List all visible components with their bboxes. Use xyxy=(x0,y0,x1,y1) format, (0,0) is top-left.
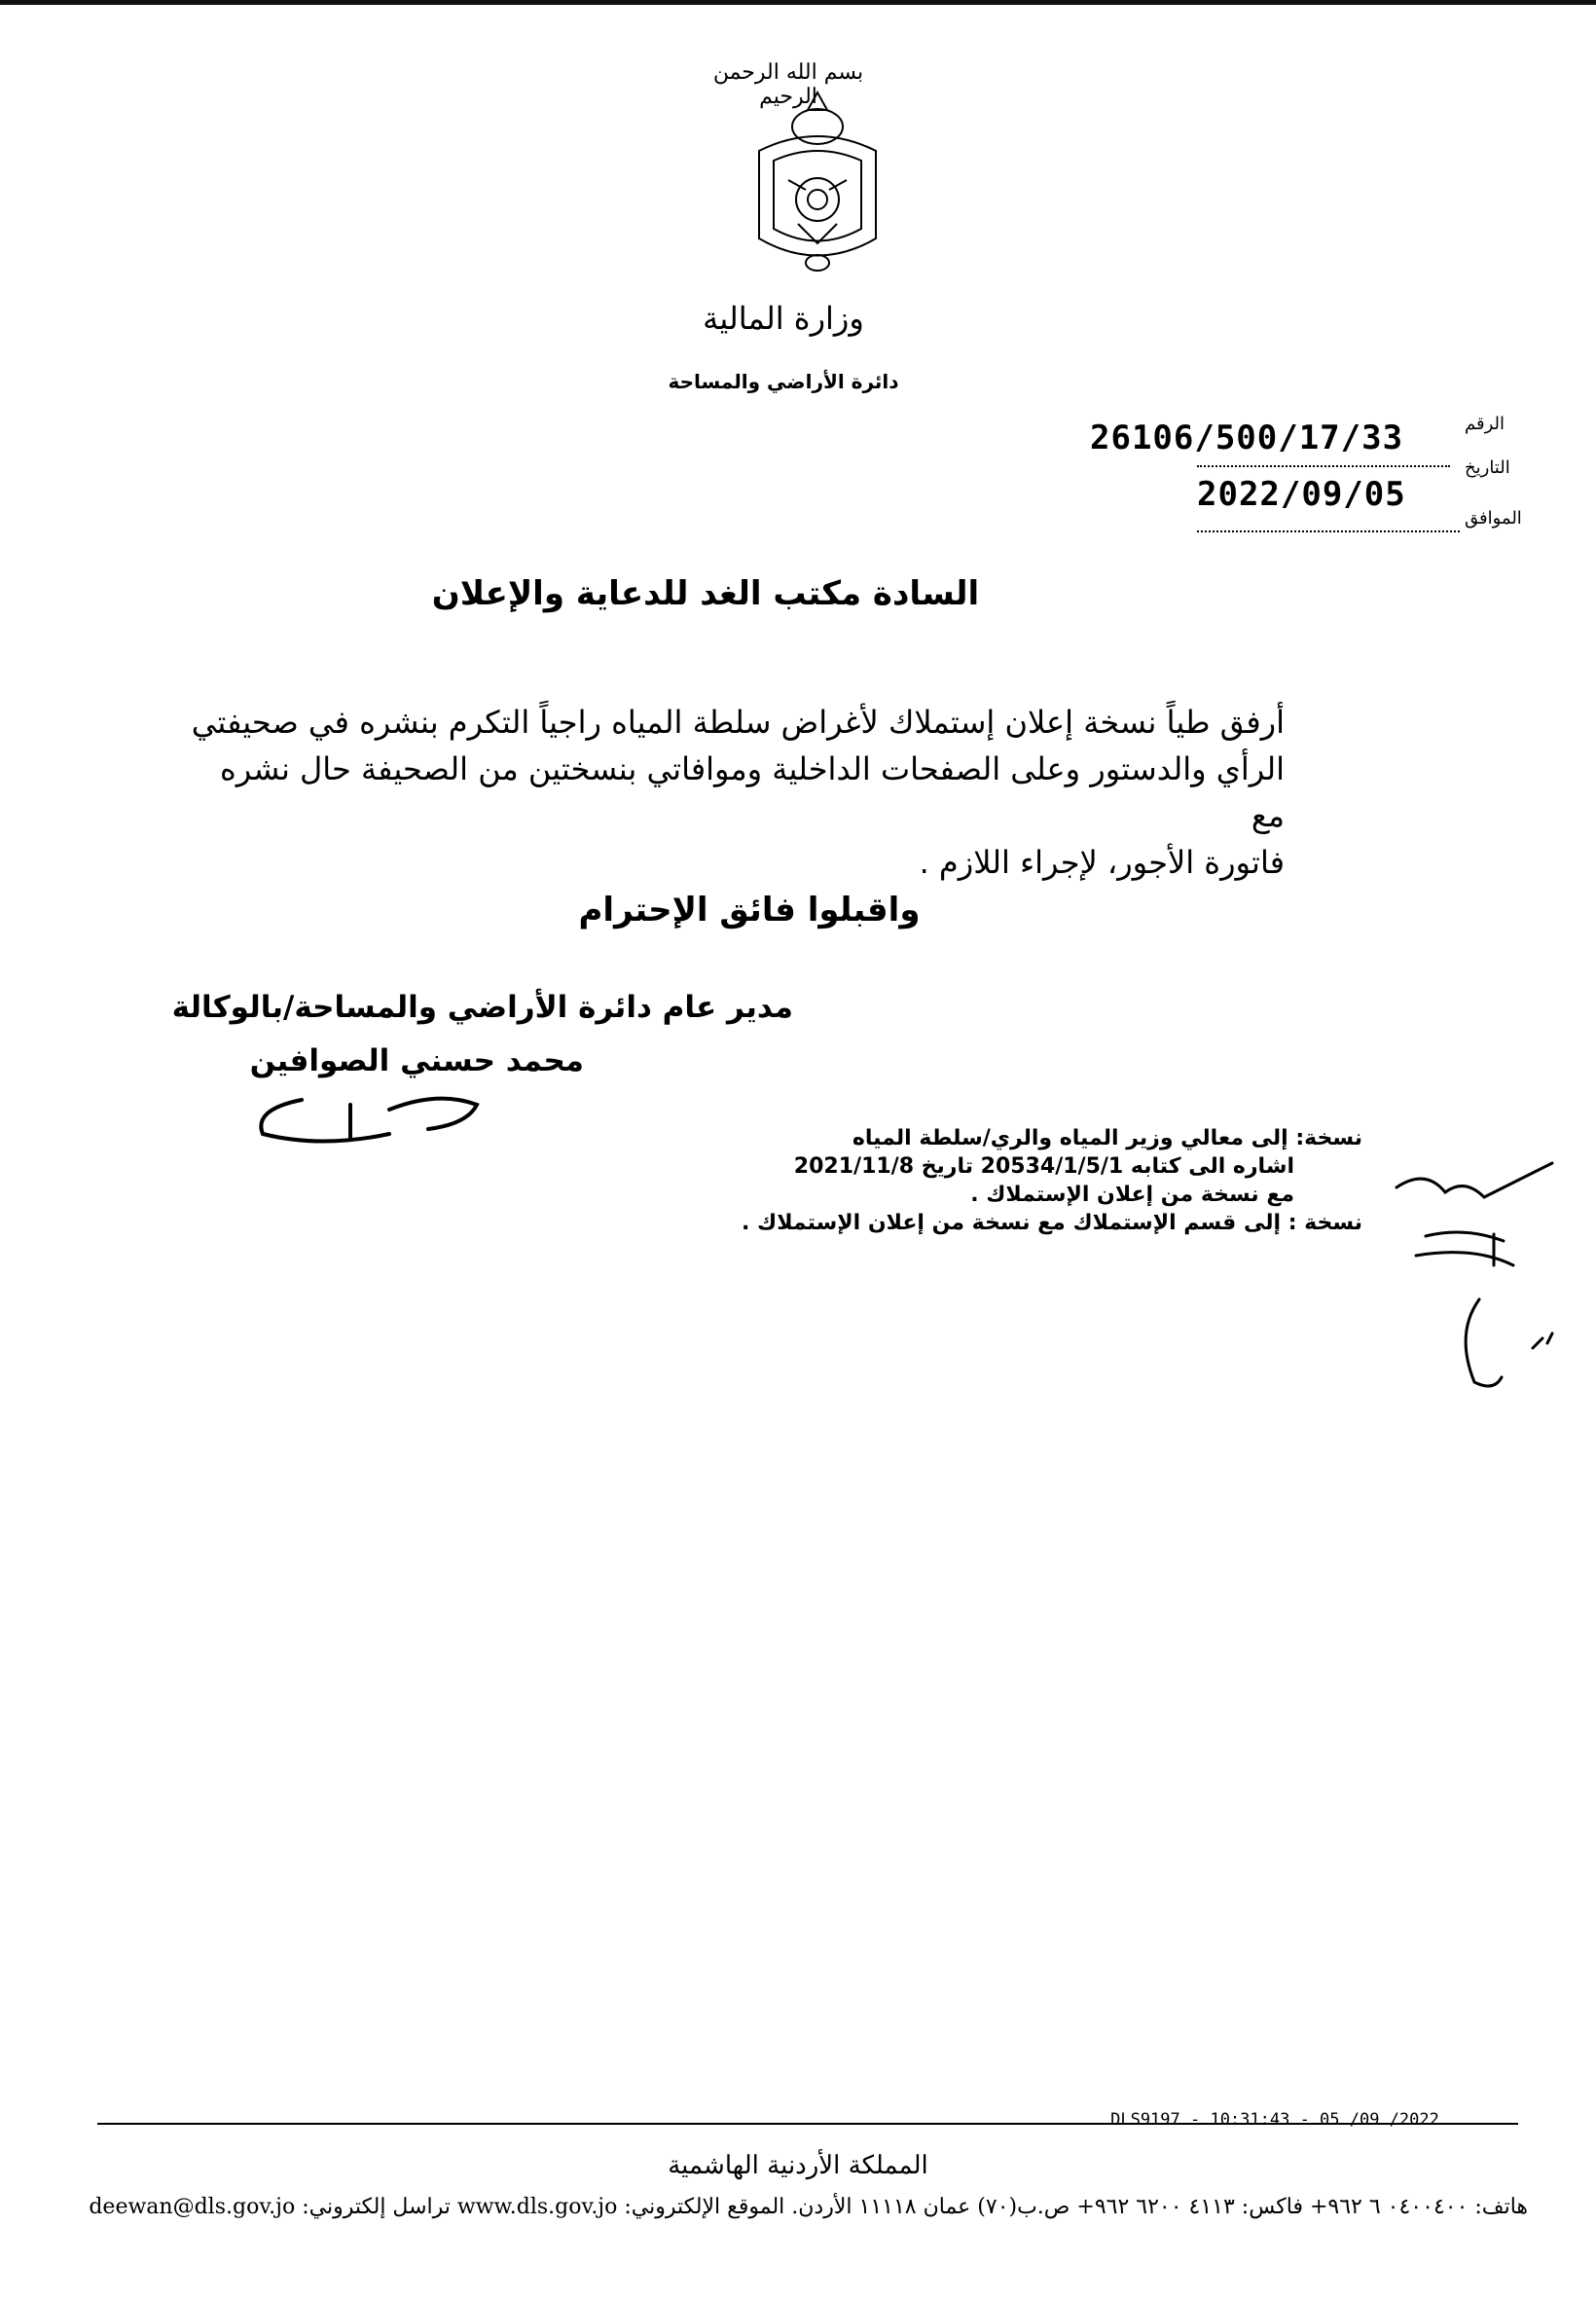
copies-block xyxy=(681,1124,1362,1237)
body-line: الرأي والدستور وعلى الصفحات الداخلية وموافاتي بنسختين من الصحيفة حال نشره مع xyxy=(219,750,1285,834)
footer-kingdom: المملكة الأردنية الهاشمية xyxy=(668,2151,928,2180)
coat-of-arms-emblem xyxy=(730,54,905,287)
closing-phrase: واقبلوا فائق الإحترام xyxy=(578,891,921,930)
copy-line: اشاره الى كتابه 20534/1/5/1 تاريخ 2021/11/8 xyxy=(793,1154,1294,1179)
ministry-name: وزارة المالية xyxy=(703,300,864,337)
handwritten-signature xyxy=(243,1080,496,1158)
footer-divider xyxy=(97,2123,1518,2125)
copy-line: نسخة : إلى قسم الإستملاك مع نسخة من إعلان الإستملاك . xyxy=(742,1211,1362,1235)
signatory-title: مدير عام دائرة الأراضي والمساحة/بالوكالة xyxy=(171,990,793,1025)
department-name: دائرة الأراضي والمساحة xyxy=(668,370,899,393)
body-line: أرفق طياً نسخة إعلان إستملاك لأغراض سلطة المياه راجياً التكرم بنشره في صحيفتي xyxy=(191,704,1285,741)
reference-number: 26106/500/17/33 xyxy=(1090,419,1404,457)
date-label: التاريخ xyxy=(1465,457,1510,478)
letter-body xyxy=(190,699,1285,886)
addressee: السادة مكتب الغد للدعاية والإعلان xyxy=(431,574,980,613)
footer-contact: هاتف: ٠٤٠٠٤٠٠ ٦ ٩٦٢+ فاكس: ٤١١٣ ٦٢٠٠ ٩٦٢+ ص.ب(٧٠) عمان ١١١١٨ الأردن. الموقع الإلكتروني: www.dls.gov.jo تراسل إلكتروني: deewan@dls.gov.jo xyxy=(89,2195,1528,2219)
corresponding-dotted-line xyxy=(1197,530,1460,532)
signatory-name: محمد حسني الصوافين xyxy=(249,1043,584,1078)
copy-line: نسخة: إلى معالي وزير المياه والري/سلطة المياه xyxy=(852,1126,1362,1150)
date-dotted-line xyxy=(1197,465,1450,467)
copy-line: مع نسخة من إعلان الإستملاك . xyxy=(970,1183,1294,1207)
reference-date: 2022/09/05 xyxy=(1197,475,1406,514)
corresponding-label: الموافق xyxy=(1465,508,1522,529)
basmala: بسم الله الرحمن الرحيم xyxy=(712,60,864,109)
print-stamp: DLS9197 - 10:31:43 - 05 /09 /2022 xyxy=(1110,2110,1439,2130)
number-label: الرقم xyxy=(1465,414,1505,434)
body-line: فاتورة الأجور، لإجراء اللازم . xyxy=(919,844,1285,881)
top-border xyxy=(0,0,1596,5)
margin-handwritten-annotations xyxy=(1387,1149,1581,1402)
